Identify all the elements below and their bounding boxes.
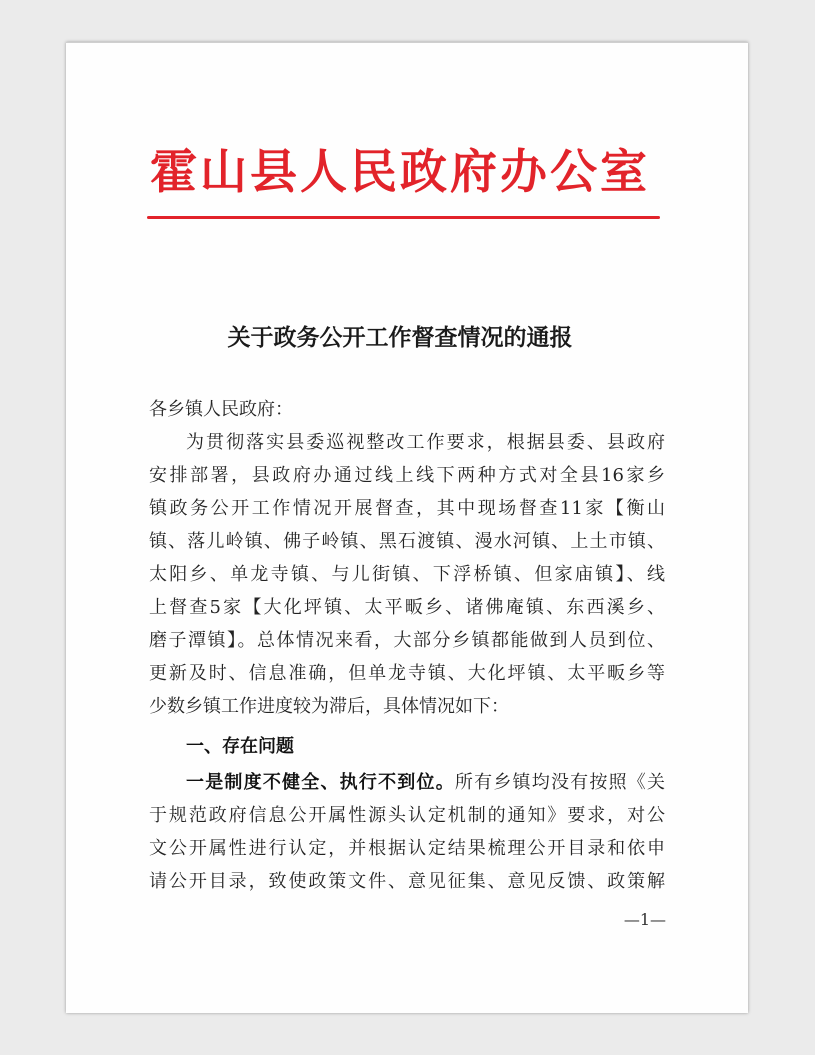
paragraph-line: 为贯彻落实县委巡视整改工作要求，根据县委、县政府 — [186, 432, 665, 453]
salutation: 各乡镇人民政府： — [149, 399, 293, 420]
paragraph-line: 于规范政府信息公开属性源头认定机制的通知》要求，对公 — [149, 805, 665, 826]
issuing-office-title: 霍山县人民政府办公室 — [150, 145, 650, 200]
paragraph-line: 镇政务公开工作情况开展督查，其中现场督查11家【衡山 — [149, 498, 665, 519]
page-number: —1— — [623, 910, 666, 929]
red-header-divider — [147, 216, 660, 219]
notice-title: 关于政务公开工作督查情况的通报 — [227, 324, 573, 351]
paragraph-line: 安排部署，县政府办通过线上线下两种方式对全县16家乡 — [149, 465, 665, 486]
paragraph-line: 请公开目录，致使政策文件、意见征集、意见反馈、政策解 — [149, 871, 665, 892]
point-lead: 一是制度不健全、执行不到位。 — [186, 772, 455, 793]
paragraph-line: 太阳乡、单龙寺镇、与儿街镇、下浮桥镇、但家庙镇】、线 — [149, 564, 665, 585]
paragraph-line: 更新及时、信息准确，但单龙寺镇、大化坪镇、太平畈乡等 — [149, 663, 665, 684]
section-heading: 一、存在问题 — [186, 736, 294, 757]
point-text: 所有乡镇均没有按照《关 — [454, 772, 666, 793]
paragraph-line: 磨子潭镇】。总体情况来看，大部分乡镇都能做到人员到位、 — [149, 630, 665, 651]
paragraph-line — [186, 768, 665, 798]
paragraph-line: 文公开属性进行认定，并根据认定结果梳理公开目录和依申 — [149, 838, 665, 859]
paragraph-line: 上督查5家【大化坪镇、太平畈乡、诸佛庵镇、东西溪乡、 — [149, 597, 665, 618]
paragraph-line: 镇、落儿岭镇、佛子岭镇、黑石渡镇、漫水河镇、上土市镇、 — [149, 531, 665, 552]
paragraph-line: 少数乡镇工作进度较为滞后，具体情况如下： — [149, 696, 509, 717]
